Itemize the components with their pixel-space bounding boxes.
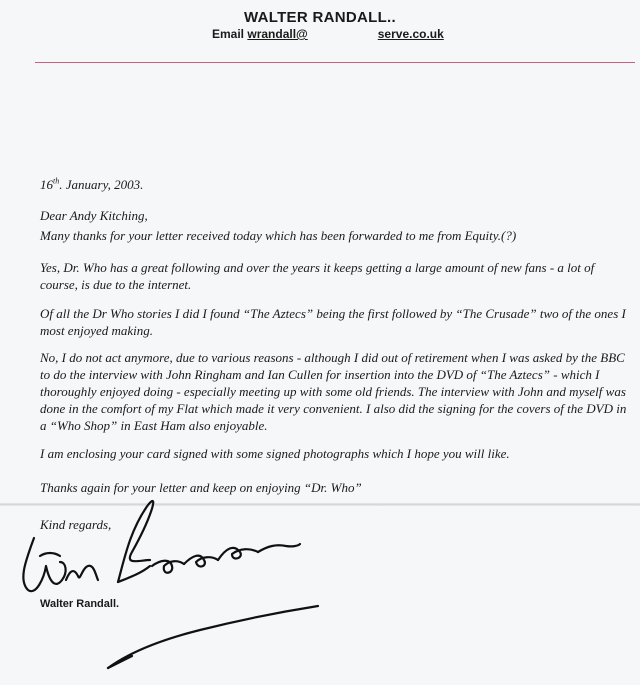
paragraph-3: Of all the Dr Who stories I did I found “The Aztecs” being the first followed by “The Crusade” two of the ones I most enjoyed making. [40,306,626,338]
paragraph-6: Thanks again for your letter and keep on enjoying “Dr. Who” [40,480,362,495]
date-rest: . January, 2003. [59,177,144,192]
email-label: Email [212,27,245,41]
salutation: Dear Andy Kitching, [40,208,148,223]
email-user: wrandall@ [247,27,308,41]
paper-fold-line [0,503,640,506]
paragraph-4: No, I do not act anymore, due to various reasons - although I did out of retirement when I was asked by the BBC to do the interview with John Ringham and Ian Cullen for insertion into the DVD of “The Aztecs” - which I thoroughly enjoyed doing - especially meeting up with some old friends. The interview with John and myself was done in the comfort of my Flat which made it very convenient. I also did the signing for the covers of the DVD in a “Who Shop” in East Ham also enjoyable. [40,350,627,433]
date-suffix: th [53,176,60,186]
letterhead-name: WALTER RANDALL.. [243,9,396,26]
letterhead-email [212,27,444,41]
email-domain: serve.co.uk [377,27,444,41]
letter-date [40,176,635,193]
paragraph-1: Many thanks for your letter received today which has been forwarded to me from Equity.(?) [40,228,517,243]
closing: Kind regards, [40,517,112,532]
date-day: 16 [40,177,53,192]
typed-signature-name: Walter Randall. [40,598,120,610]
paragraph-2: Yes, Dr. Who has a great following and over the years it keeps getting a large amount of new fans - a lot of course, is due to the internet. [40,260,595,292]
paragraph-5: I am enclosing your card signed with some signed photographs which I hope you will like. [40,446,510,461]
header-divider [35,62,635,63]
